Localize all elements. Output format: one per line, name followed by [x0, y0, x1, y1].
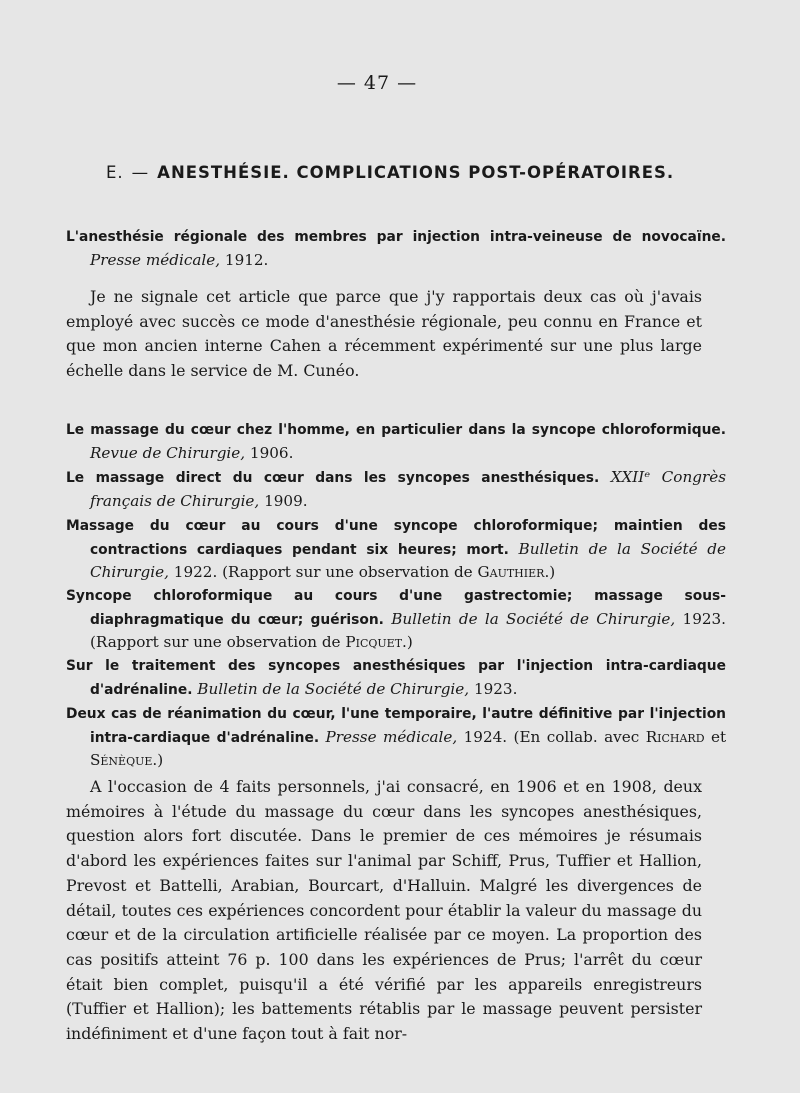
page-number: — 47 —: [336, 72, 418, 94]
body-paragraph: Je ne signale cet article que parce que j'y rapportais deux cas où j'avais employé avec succès ce mode d'anesthésie régionale, peu connu en France et que mon ancien interne Cahen a récemment expérimenté sur une plus large échelle dans le service de M. Cunéo.: [66, 287, 702, 381]
section-heading: [106, 163, 706, 182]
entry-source: Revue de Chirurgie,: [90, 443, 246, 462]
bibliography-entry: [66, 584, 726, 654]
entry-source: Bulletin de la Société de Chirurgie,: [197, 679, 470, 698]
entry-note: (En collab. avec Richard et Sénèque.): [90, 727, 727, 769]
entry-year: 1924.: [463, 727, 508, 746]
author-name: Richard: [645, 727, 705, 746]
entry-source: Presse médicale,: [90, 250, 221, 269]
entry-title: Sur le traitement des syncopes anesthésiques par l'injection intra-cardiaque d'adrénaline.: [66, 658, 726, 698]
entry-year: 1923.: [473, 679, 518, 698]
entry-title: Deux cas de réanimation du cœur, l'une temporaire, l'autre définitive par l'injection intra-cardiaque d'adrénaline.: [66, 706, 726, 746]
entry-source: Presse médicale,: [325, 727, 458, 746]
entry-title: Le massage du cœur chez l'homme, en particulier dans la syncope chloroformique.: [66, 422, 726, 438]
entry-source: Bulletin de la Société de Chirurgie,: [391, 609, 676, 628]
entry-title: L'anesthésie régionale des membres par injection intra-veineuse de novocaïne.: [66, 229, 726, 245]
author-name: Sénèque: [90, 751, 153, 769]
bibliography-entry: [66, 514, 726, 584]
entry-title: Massage du cœur au cours d'une syncope chloroformique; maintien des contractions cardiaques pendant six heures; mort.: [66, 518, 726, 558]
bibliography-entry: [66, 418, 726, 464]
author-name: Picquet: [345, 633, 403, 651]
entry-source: Bulletin de la Société de Chirurgie,: [90, 539, 726, 581]
entry-note: (Rapport sur une observation de Gauthier.): [222, 563, 556, 581]
bibliography-entry: [66, 466, 726, 512]
entry-year: 1922.: [173, 563, 218, 581]
entry-year: 1909.: [264, 491, 308, 510]
bibliography-entry: [66, 225, 726, 271]
entry-title: Le massage direct du cœur dans les syncopes anesthésiques.: [66, 470, 600, 486]
section-dash: —: [131, 163, 150, 182]
bibliography-entry: [66, 702, 726, 772]
author-name: Gauthier: [477, 563, 545, 581]
entry-year: 1923.: [682, 609, 727, 628]
entry-note: (Rapport sur une observation de Picquet.): [90, 633, 413, 651]
section-letter: E.: [106, 163, 124, 182]
entry-year: 1912.: [224, 250, 269, 269]
body-paragraph: A l'occasion de 4 faits personnels, j'ai consacré, en 1906 et en 1908, deux mémoires à l'étude du massage du cœur dans les syncopes anesthésiques, question alors fort discutée. Dans le premier de ces mémoires je résumais d'abord les expériences faites sur l'animal par Schiff, Prus, Tuffier et Hallion, Prevost et Battelli, Arabian, Bourcart, d'Halluin. Malgré les divergences de détail, toutes ces expériences concordent pour établir la valeur du massage du cœur et de la circulation artificielle réalisée par ce moyen. La proportion des cas positifs atteint 76 p. 100 dans les expériences de Prus; l'arrêt du cœur était bien complet, puisqu'il a été vérifié par les appareils enregistreurs (Tuffier et Hallion); les battements rétablis par le massage peuvent persister indéfiniment et d'une façon tout à fait nor-: [66, 777, 702, 1044]
entry-source: XXIIᵉ Congrès français de Chirurgie,: [90, 468, 726, 510]
bibliography-entry: [66, 654, 726, 701]
entry-year: 1906.: [249, 443, 294, 462]
section-title-text: ANESTHÉSIE. COMPLICATIONS POST-OPÉRATOIRES.: [157, 163, 675, 182]
entry-title: Syncope chloroformique au cours d'une gastrectomie; massage sous-diaphragmatique du cœur; guérison.: [66, 588, 726, 628]
